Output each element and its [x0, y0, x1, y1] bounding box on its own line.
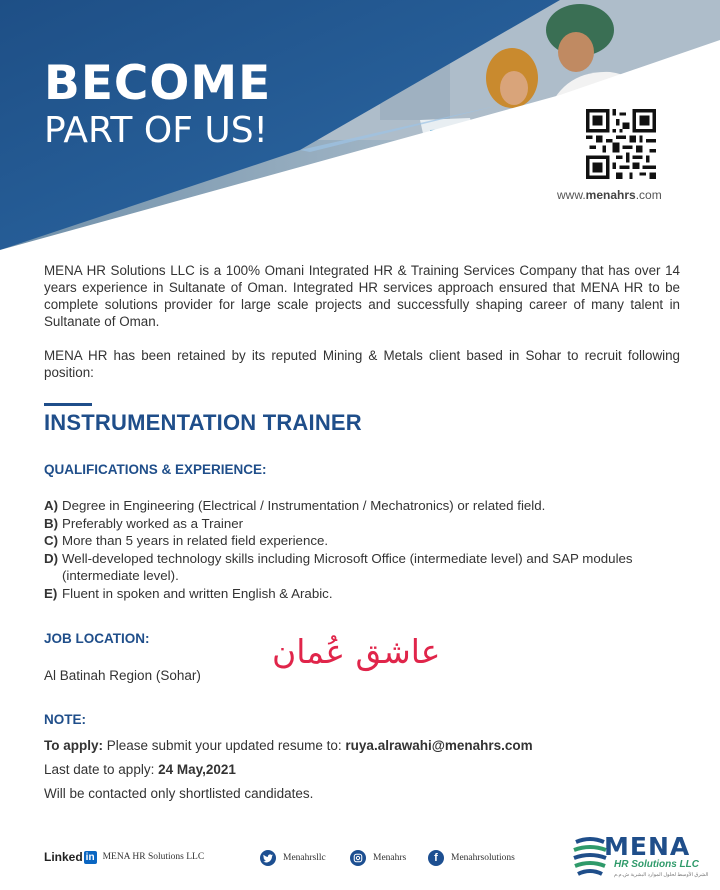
shortlist-note: Will be contacted only shortlisted candidates.	[44, 786, 314, 801]
instagram-handle: Menahrs	[373, 853, 407, 863]
twitter-link[interactable]	[260, 850, 326, 866]
mena-subtitle: HR Solutions LLC	[614, 859, 699, 870]
mena-arabic-subtitle: الشرق الأوسط لحلول الموارد البشرية ش.م.م	[614, 872, 709, 878]
item-text: More than 5 years in related field experience.	[62, 533, 329, 548]
qualifications-heading: QUALIFICATIONS & EXPERIENCE:	[44, 462, 267, 477]
footer	[0, 830, 720, 885]
item-text: Preferably worked as a Trainer	[62, 515, 244, 531]
website-prefix: www.	[557, 188, 586, 202]
website-suffix: .com	[635, 188, 662, 202]
deadline-label: Last date to apply:	[44, 762, 155, 777]
item-text: Well-developed technology skills including Microsoft Office (intermediate level) and SAP modules (intermediate level).	[62, 550, 633, 583]
mena-logo	[572, 832, 709, 882]
item-text: Degree in Engineering (Electrical / Instrumentation / Mechatronics) or related field.	[62, 498, 546, 513]
website-url[interactable]	[557, 188, 662, 202]
arabic-overlay-text: عاشق عُمان	[272, 632, 441, 671]
item-letter: A)	[44, 498, 59, 513]
list-item	[44, 585, 684, 603]
list-item	[44, 515, 684, 533]
instagram-link[interactable]	[350, 850, 406, 866]
company-intro: MENA HR Solutions LLC is a 100% Omani Integrated HR & Training Services Company that has over 14 years experience in Sultanate of Oman. Integrated HR services approach ensured that MENA HR to be complete solutions provider for large scale projects and successfully shaping career of many talent in Sultanate of Oman.	[44, 263, 680, 329]
apply-line	[44, 738, 533, 753]
item-letter: C)	[44, 533, 59, 548]
facebook-handle: Menahrsolutions	[451, 853, 515, 863]
mena-wordmark: MENA	[604, 832, 691, 861]
list-item	[44, 532, 684, 550]
item-text: Fluent in spoken and written English & Arabic.	[62, 585, 333, 601]
qualifications-list	[44, 497, 684, 602]
facebook-link[interactable]	[428, 850, 515, 866]
item-letter: B)	[44, 515, 59, 531]
job-title: INSTRUMENTATION TRAINER	[44, 410, 362, 435]
deadline-value: 24 May,2021	[158, 762, 236, 777]
job-location-heading: JOB LOCATION:	[44, 631, 150, 646]
twitter-icon	[260, 850, 276, 866]
item-letter: E)	[44, 585, 58, 601]
linkedin-wordmark: Linked	[44, 850, 83, 864]
job-location-value: Al Batinah Region (Sohar)	[44, 668, 201, 683]
mena-globe-icon	[572, 834, 608, 878]
instagram-icon	[350, 850, 366, 866]
linkedin-name: MENA HR Solutions LLC	[102, 852, 205, 862]
client-intro: MENA HR has been retained by its reputed Mining & Metals client based in Sohar to recruit following position:	[44, 348, 680, 380]
website-domain: menahrs	[585, 188, 636, 202]
title-become: BECOME	[44, 56, 272, 111]
facebook-icon: f	[428, 850, 444, 866]
deadline-line	[44, 762, 236, 777]
apply-text: Please submit your updated resume to:	[106, 738, 342, 753]
header-banner	[0, 0, 720, 250]
list-item	[44, 497, 684, 515]
list-item	[44, 550, 684, 585]
header-title	[44, 58, 271, 152]
apply-email-link[interactable]: ruya.alrawahi@menahrs.com	[345, 738, 533, 753]
apply-label: To apply:	[44, 738, 103, 753]
note-heading: NOTE:	[44, 712, 86, 727]
linkedin-link[interactable]	[44, 850, 204, 864]
item-letter: D)	[44, 550, 59, 566]
title-part-of-us: PART OF US!	[44, 110, 268, 151]
twitter-handle: Menahrsllc	[283, 853, 326, 863]
qr-code	[586, 109, 656, 179]
title-rule	[44, 403, 92, 406]
linkedin-icon: in	[85, 851, 95, 863]
